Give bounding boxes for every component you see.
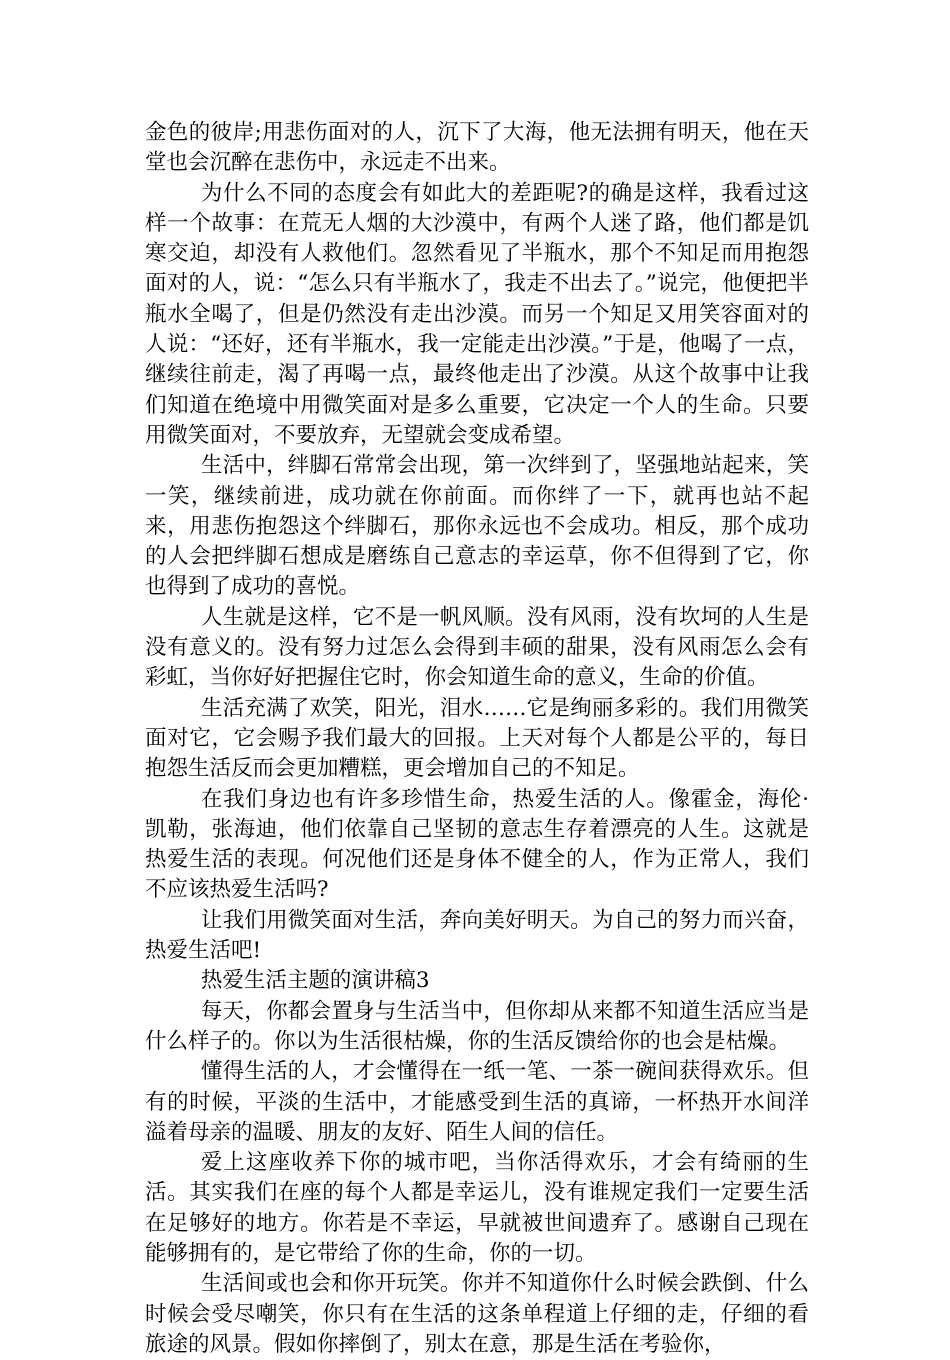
paragraph: 在我们身边也有许多珍惜生命，热爱生活的人。像霍金，海伦·凯勒，张海迪，他们依靠自己坚韧的意志生存着漂亮的人生。这就是热爱生活的表现。何况他们还是身体不健全的人，作为正常人，我们不应该热爱生活吗? [145,786,809,903]
paragraph: 金色的彼岸;用悲伤面对的人，沉下了大海，他无法拥有明天，他在天堂也会沉醉在悲伤中，永远走不出来。 [145,120,809,176]
section-heading: 热爱生活主题的演讲稿3 [200,968,430,994]
paragraph: 人生就是这样，它不是一帆风顺。没有风雨，没有坎坷的人生是没有意义的。没有努力过怎么会得到丰硕的甜果，没有风雨怎么会有彩虹，当你好好把握住它时，你会知道生命的意义，生命的价值。 [145,604,809,691]
paragraph: 爱上这座收养下你的城市吧，当你活得欢乐，才会有绮丽的生活。其实我们在座的每个人都是幸运儿，没有谁规定我们一定要生活在足够好的地方。你若是不幸运，早就被世间遗弃了。感谢自己现在能够拥有的，是它带给了你的生命，你的一切。 [145,1150,809,1266]
paragraph: 每天，你都会置身与生活当中，但你却从来都不知道生活应当是什么样子的。你以为生活很枯燥，你的生活反馈给你的也会是枯燥。 [145,998,809,1054]
paragraph: 生活中，绊脚石常常会出现，第一次绊到了，坚强地站起来，笑一笑，继续前进，成功就在你前面。而你绊了一下，就再也站不起来，用悲伤抱怨这个绊脚石，那你永远也不会成功。相反，那个成功的人会把绊脚石想成是磨练自己意志的幸运草，你不但得到了它，你也得到了成功的喜悦。 [145,453,809,600]
paragraph: 让我们用微笑面对生活，奔向美好明天。为自己的努力而兴奋，热爱生活吧! [145,907,809,964]
document-page [145,118,809,1360]
paragraph: 懂得生活的人，才会懂得在一纸一笔、一茶一碗间获得欢乐。但有的时候，平淡的生活中，才能感受到生活的真谛，一杯热开水间洋溢着母亲的温暖、朋友的友好、陌生人间的信任。 [145,1059,809,1145]
paragraph: 为什么不同的态度会有如此大的差距呢?的确是这样，我看过这样一个故事：在荒无人烟的大沙漠中，有两个人迷了路，他们都是饥寒交迫，却没有人救他们。忽然看见了半瓶水，那个不知足而用抱怨面对的人，说：“怎么只有半瓶水了，我走不出去了。”说完，他便把半瓶水全喝了，但是仍然没有走出沙漠。而另一个知足又用笑容面对的人说：“还好，还有半瓶水，我一定能走出沙漠。”于是，他喝了一点，继续往前走，渴了再喝一点，最终他走出了沙漠。从这个故事中让我们知道在绝境中用微笑面对是多么重要，它决定一个人的生命。只要用微笑面对，不要放弃，无望就会变成希望。 [145,180,809,448]
paragraph: 生活充满了欢笑，阳光，泪水……它是绚丽多彩的。我们用微笑面对它，它会赐予我们最大的回报。上天对每个人都是公平的，每日抱怨生活反而会更加糟糕，更会增加自己的不知足。 [145,695,809,782]
paragraph: 生活间或也会和你开玩笑。你并不知道你什么时候会跌倒、什么时候会受尽嘲笑，你只有在生活的这条单程道上仔细的走，仔细的看旅途的风景。假如你摔倒了，别太在意，那是生活在考验你， [145,1271,809,1357]
